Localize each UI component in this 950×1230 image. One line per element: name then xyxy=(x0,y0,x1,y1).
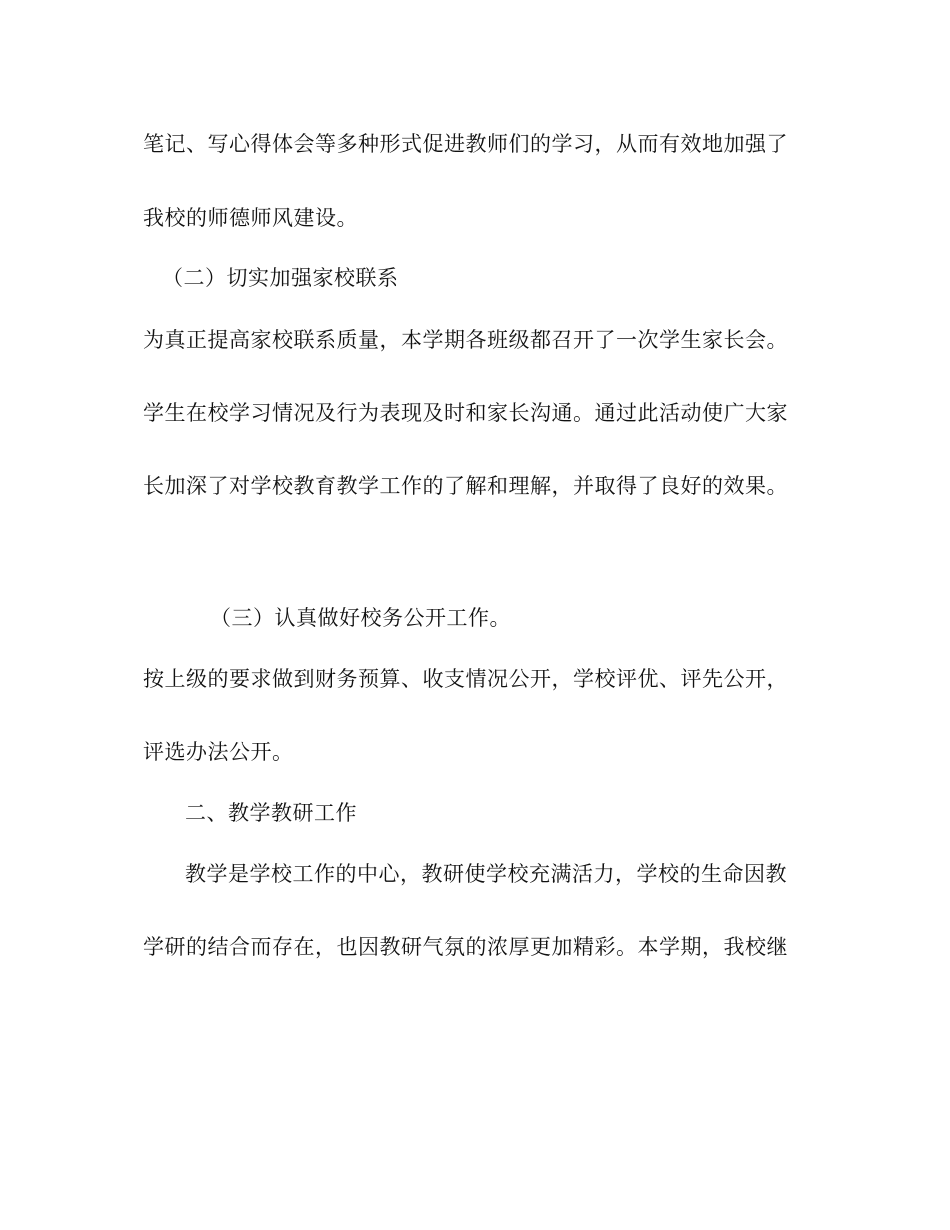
section-heading: （三）认真做好校务公开工作。 xyxy=(210,606,511,630)
paragraph-line: 学研的结合而存在，也因教研气氛的浓厚更加精彩。本学期，我校继 xyxy=(143,935,788,959)
paragraph-line: 教学是学校工作的中心，教研使学校充满活力，学校的生命因教 xyxy=(185,862,787,886)
paragraph-line: 为真正提高家校联系质量，本学期各班级都召开了一次学生家长会。 xyxy=(143,328,788,352)
paragraph-line: 笔记、写心得体会等多种形式促进教师们的学习，从而有效地加强了 xyxy=(143,132,788,156)
paragraph-line: 学生在校学习情况及行为表现及时和家长沟通。通过此活动使广大家 xyxy=(143,401,788,425)
paragraph-line: 长加深了对学校教育教学工作的了解和理解，并取得了良好的效果。 xyxy=(143,474,788,498)
section-heading: 二、教学教研工作 xyxy=(185,801,357,825)
paragraph-line: 评选办法公开。 xyxy=(143,740,294,764)
paragraph-line: 按上级的要求做到财务预算、收支情况公开，学校评优、评先公开， xyxy=(143,667,788,691)
paragraph-line: 我校的师德师风建设。 xyxy=(143,206,358,230)
section-heading: （二）切实加强家校联系 xyxy=(162,266,399,290)
